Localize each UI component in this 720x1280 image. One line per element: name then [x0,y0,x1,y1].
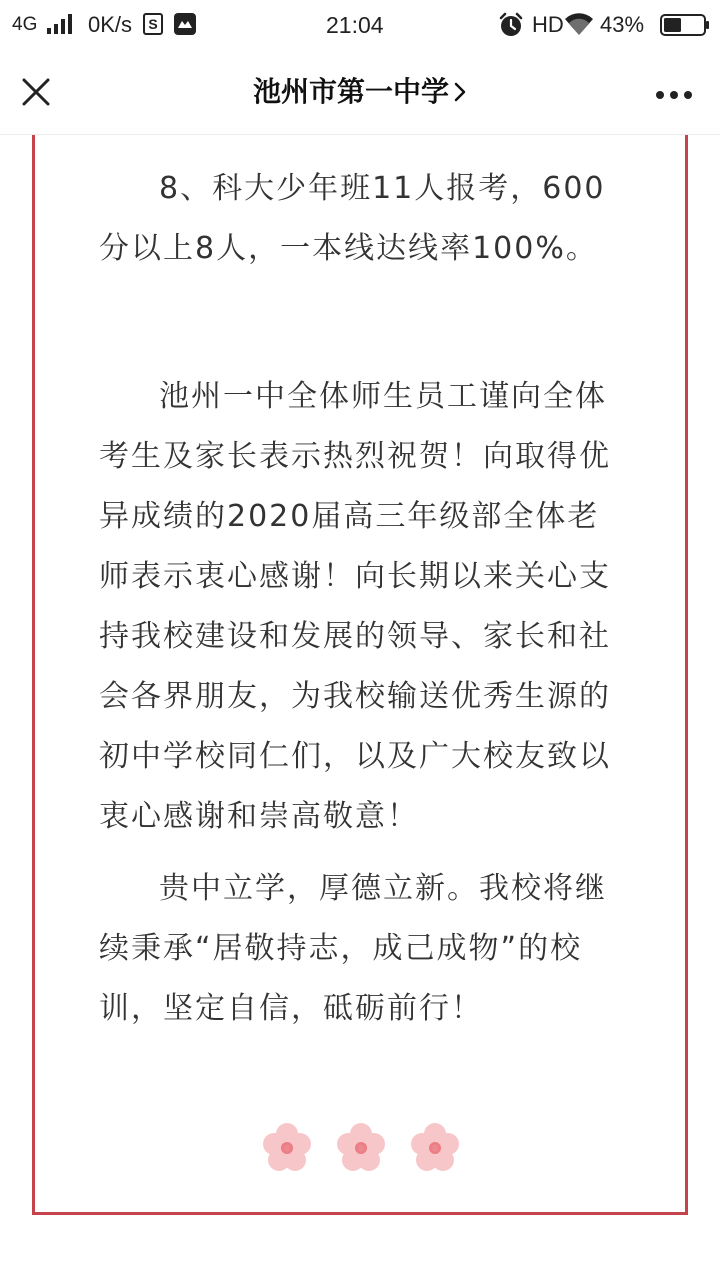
flower-icon [407,1120,463,1176]
message-app-icon [174,13,196,41]
nav-bar [0,50,720,135]
battery-icon [660,14,710,42]
account-name-link[interactable] [253,72,467,112]
flower-icon [259,1120,315,1176]
hd-indicator: HD [532,12,564,37]
article-paragraph: 8、科大少年班11人报考，600分以上8人，一本线达线率100%。 [99,171,606,266]
page-title: 池州市第一中学 [252,75,449,108]
flower-icon [333,1120,389,1176]
network-type: 4G [12,14,38,35]
network-speed: 0K/s [88,12,133,37]
article-frame [32,135,688,1215]
article-paragraph: 池州一中全体师生员工谨向全体考生及家长表示热烈祝贺！向取得优异成绩的2020届高三年级部全体老师表示衷心感谢！向长期以来关心支持我校建设和发展的领导、家长和社会各界朋友，为我校输送优秀生源的初中学校同仁们，以及广大校友致以衷心感谢和崇高敬意！ [99,379,611,834]
battery-percent: 43% [600,12,645,37]
svg-text:S: S [148,16,158,32]
sim-s-icon [143,13,163,41]
wifi-icon [564,11,594,43]
more-icon[interactable] [654,86,694,98]
nav-title-container [0,72,720,112]
flower-decoration [35,1120,685,1180]
chevron-right-icon [453,81,467,103]
status-bar [0,0,720,50]
article-paragraph: 贵中立学，厚德立新。我校将继续秉承“居敬持志，成己成物”的校训，坚定自信，砥砺前行！ [99,871,607,1026]
alarm-icon [498,12,524,44]
signal-icon [47,14,73,40]
clock-time: 21:04 [326,12,384,38]
